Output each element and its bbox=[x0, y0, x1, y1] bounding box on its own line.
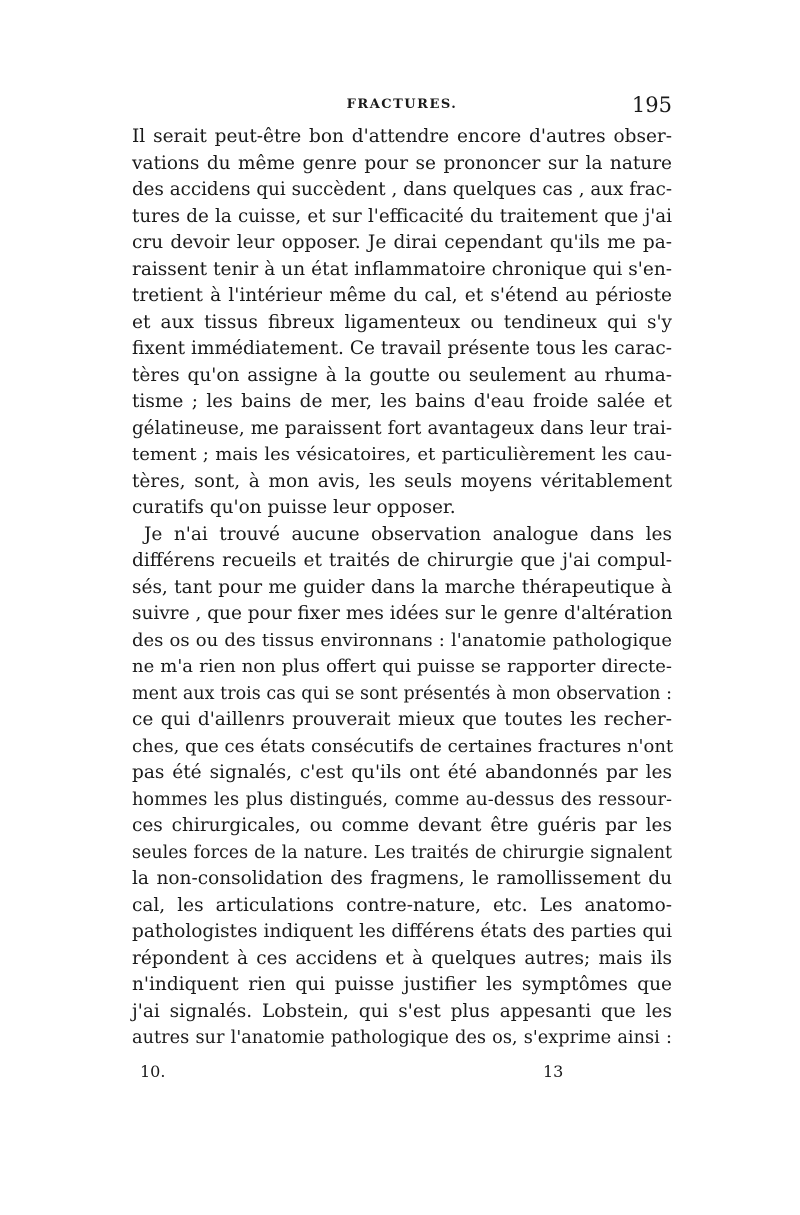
gathering-number: 13 bbox=[543, 1062, 564, 1081]
text-line: curatifs qu'on puisse leur opposer. bbox=[132, 497, 456, 518]
text-line: tisme ; les bains de mer, les bains d'eau froide salée et bbox=[132, 391, 672, 412]
text-line: différens recueils et traités de chirurgie que j'ai compul- bbox=[132, 550, 672, 571]
body-text bbox=[132, 124, 672, 1052]
text-line: ne m'a rien non plus offert qui puisse se rapporter directe- bbox=[132, 656, 672, 677]
text-line: Il serait peut-être bon d'attendre encore d'autres obser- bbox=[132, 126, 672, 147]
text-line: tères qu'on assigne à la goutte ou seulement au rhuma- bbox=[132, 364, 672, 386]
running-title: FRACTURES. bbox=[346, 97, 458, 112]
text-line: tures de la cuisse, et sur l'efficacité du traitement que j'ai bbox=[132, 205, 672, 227]
text-line: pathologistes indiquent les différens états des parties qui bbox=[132, 921, 672, 942]
page-header bbox=[132, 93, 672, 123]
text-line: suivre , que pour fixer mes idées sur le genre d'altération bbox=[132, 603, 673, 624]
text-line: cal, les articulations contre-nature, etc. Les anatomo- bbox=[132, 894, 672, 916]
text-line: ches, que ces états consécutifs de certaines fractures n'ont bbox=[132, 735, 674, 757]
text-line: et aux tissus fibreux ligamenteux ou tendineux qui s'y bbox=[132, 311, 672, 333]
text-line: ce qui d'aillenrs prouverait mieux que toutes les recher- bbox=[132, 709, 672, 730]
text-line: sés, tant pour me guider dans la marche thérapeutique à bbox=[132, 576, 672, 598]
text-line: tères, sont, à mon avis, les seuls moyens véritablement bbox=[132, 470, 672, 492]
text-line: des accidens qui succèdent , dans quelques cas , aux frac- bbox=[132, 179, 672, 200]
signature-mark: 10. bbox=[140, 1062, 166, 1081]
text-line: autres sur l'anatomie pathologique des os, s'exprime ainsi : bbox=[132, 1028, 672, 1048]
text-line: n'indiquent rien qui puisse justifier les symptômes que bbox=[132, 974, 672, 995]
text-line: seules forces de la nature. Les traités de chirurgie signalent bbox=[132, 842, 672, 863]
text-line: répondent à ces accidens et à quelques autres; mais ils bbox=[132, 947, 672, 969]
text-line: tement ; mais les vésicatoires, et particulièrement les cau- bbox=[132, 444, 672, 465]
text-line: des os ou des tissus environnans : l'anatomie pathologique bbox=[132, 629, 672, 651]
text-line: vations du même genre pour se prononcer sur la nature bbox=[132, 152, 672, 174]
text-line: cru devoir leur opposer. Je dirai cependant qu'ils me pa- bbox=[132, 232, 672, 253]
text-line: j'ai signalés. Lobstein, qui s'est plus appesanti que les bbox=[132, 1000, 672, 1022]
text-line: tretient à l'intérieur même du cal, et s'étend au périoste bbox=[132, 285, 672, 306]
text-line: ment aux trois cas qui se sont présentés à mon observation : bbox=[132, 683, 672, 704]
text-line: ces chirurgicales, ou comme devant être guéris par les bbox=[132, 815, 672, 836]
text-line: la non-consolidation des fragmens, le ramollissement du bbox=[132, 868, 672, 889]
text-line: fixent immédiatement. Ce travail présente tous les carac- bbox=[132, 338, 672, 359]
text-line: hommes les plus distingués, comme au-dessus des ressour- bbox=[132, 789, 672, 810]
text-line: gélatineuse, me paraissent fort avantageux dans leur trai- bbox=[132, 417, 672, 439]
page-footer bbox=[132, 1062, 672, 1088]
text-line: pas été signalés, c'est qu'ils ont été abandonnés par les bbox=[132, 762, 672, 783]
text-line: raissent tenir à un état inflammatoire chronique qui s'en- bbox=[132, 258, 672, 280]
page-number: 195 bbox=[631, 93, 672, 117]
text-line: Je n'ai trouvé aucune observation analogue dans les bbox=[144, 523, 672, 545]
